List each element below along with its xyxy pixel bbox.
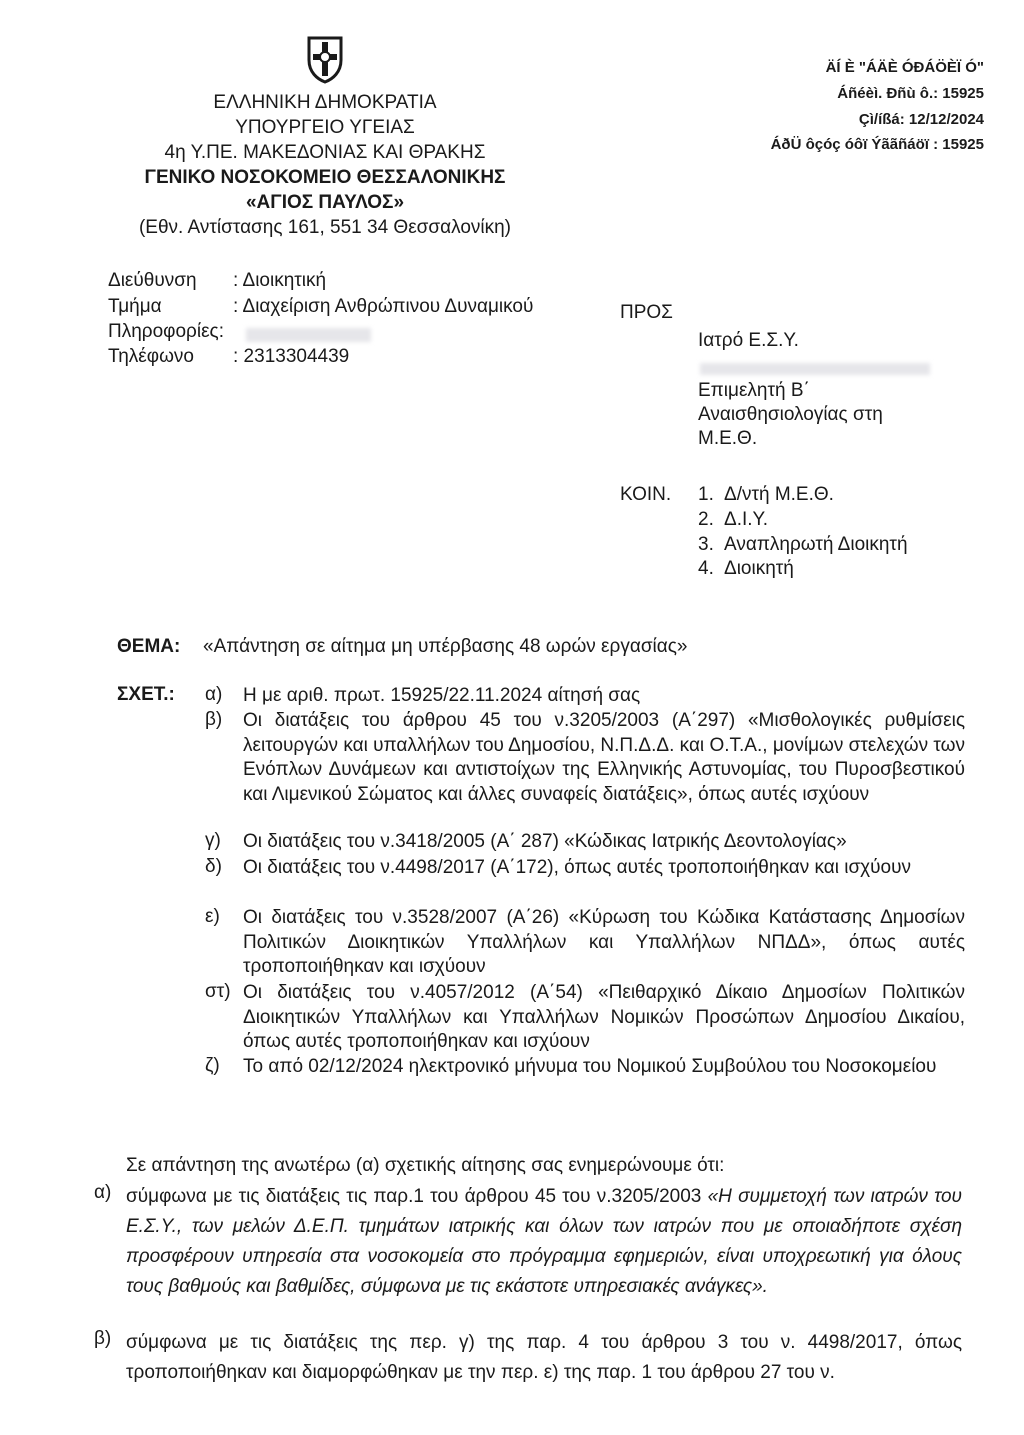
paragraph-quote: «Η συμμετοχή των ιατρών του Ε.Σ.Υ., των μελών Δ.Ε.Π. τμημάτων ιατρικής και όλων των ιατρών που με οποιαδήποτε σχέση προσφέρουν υπηρεσία στα νοσοκομεία στο πρόγραμμα εφημεριών, είναι υποχρεωτική για όλους τους βαθμούς και βαθμίδες, σύμφωνα με τις εκάστοτε υπηρεσιακές ανάγκες».	[126, 1186, 962, 1297]
info-value-department: : Διαχείριση Ανθρώπινου Δυναμικού	[233, 296, 534, 317]
reference-letter: γ)	[205, 830, 221, 851]
subject-label: ΘΕΜΑ:	[117, 636, 181, 657]
cc-item-number: 4.	[698, 558, 714, 579]
cc-item-number: 1.	[698, 484, 714, 505]
redacted-recipient-name	[700, 358, 930, 380]
header-ministry: ΥΠΟΥΡΓΕΙΟ ΥΓΕΙΑΣ	[235, 117, 415, 138]
paragraph-letter: α)	[94, 1182, 112, 1203]
paragraph-lead: σύμφωνα με τις διατάξεις τις παρ.1 του άρθρου 45 του ν.3205/2003	[126, 1186, 708, 1207]
reference-text: Οι διατάξεις του άρθρου 45 του ν.3205/2003 (Α΄297) «Μισθολογικές ρυθμίσεις λειτουργών και υπαλλήλων του Δημοσίου, Ν.Π.Δ.Δ. και Ο.Τ.Α., μονίμων στελεχών των Ενόπλων Δυνάμεων και αντιστοίχων της Ελληνικής Αστυνομίας, του Πυροσβεστικού και Λιμενικού Σώματος και άλλες συναφείς διατάξεις», όπως αυτές ισχύουν	[243, 710, 965, 805]
to-label: ΠΡΟΣ	[620, 302, 673, 323]
paragraph-text	[126, 1182, 962, 1302]
reference-text: Το από 02/12/2024 ηλεκτρονικό μήνυμα του Νομικού Συμβούλου του Νοσοκομείου	[243, 1056, 937, 1077]
info-label-department: Τμήμα	[108, 296, 162, 317]
reference-text: Η με αριθ. πρωτ. 15925/22.11.2024 αίτησή σας	[243, 685, 641, 706]
protocol-number: Áñéèì. Ðñù ô.: 15925	[837, 85, 984, 102]
reference-text: Οι διατάξεις του ν.3528/2007 (Α΄26) «Κύρωση του Κώδικα Κατάστασης Δημοσίων Πολιτικών Διοικητικών Υπαλλήλων και Υπαλλήλων ΝΠΔΔ», όπως αυτές τροποποιήθηκαν και ισχύουν	[243, 907, 965, 977]
redacted-contact	[246, 324, 371, 346]
reply-reference: ÁðÜ ôçóç óôï Ýããñáöï : 15925	[770, 136, 984, 153]
header-address: (Εθν. Αντίστασης 161, 551 34 Θεσσαλονίκη)	[138, 217, 512, 238]
info-value-phone: : 2313304439	[233, 346, 350, 367]
cc-label: ΚΟΙΝ.	[620, 484, 672, 505]
paragraph-text: σύμφωνα με τις διατάξεις της περ. γ) της παρ. 4 του άρθρου 3 του ν. 4498/2017, όπως τροποποιήθηκαν και διαμορφώθηκαν με την περ. ε) της παρ. 1 του άρθρου 27 του ν.	[126, 1332, 962, 1383]
header-hospital: ΓΕΝΙΚΟ ΝΟΣΟΚΟΜΕΙΟ ΘΕΣΣΑΛΟΝΙΚΗΣ	[144, 167, 506, 188]
cc-item-text: Αναπληρωτή Διοικητή	[724, 534, 908, 555]
recipient-rank: Επιμελητή Β΄	[698, 380, 810, 401]
cc-item	[698, 558, 794, 580]
info-value-directorate: : Διοικητική	[233, 270, 327, 291]
recipient-unit: Μ.Ε.Θ.	[698, 428, 758, 449]
recipient-title: Ιατρό Ε.Σ.Υ.	[698, 330, 799, 351]
info-label-phone: Τηλέφωνο	[108, 346, 194, 367]
reference-text: Οι διατάξεις του ν.3418/2005 (Α΄ 287) «Κώδικας Ιατρικής Δεοντολογίας»	[243, 831, 847, 852]
hellenic-emblem-icon	[305, 34, 345, 84]
cc-item-number: 2.	[698, 509, 714, 530]
cc-item-number: 3.	[698, 534, 714, 555]
info-label-directorate: Διεύθυνση	[108, 270, 197, 291]
paragraph-letter: β)	[94, 1328, 112, 1349]
reference-letter: β)	[205, 709, 223, 730]
reference-letter: α)	[205, 684, 223, 705]
header-region: 4η Υ.ΠΕ. ΜΑΚΕΔΟΝΙΑΣ ΚΑΙ ΘΡΑΚΗΣ	[164, 142, 486, 163]
references-label: ΣΧΕΤ.:	[117, 684, 175, 705]
cc-item	[698, 484, 834, 506]
reference-letter: στ)	[205, 981, 231, 1002]
reference-text: Οι διατάξεις του ν.4057/2012 (Α΄54) «Πειθαρχικό Δίκαιο Δημοσίων Πολιτικών Διοικητικών Υπαλλήλων και Υπαλλήλων Νομικών Προσώπων Δημοσίου Δικαίου, όπως αυτές τροποποιήθηκαν και ισχύουν	[243, 982, 965, 1052]
reference-letter: δ)	[205, 856, 222, 877]
body-intro: Σε απάντηση της ανωτέρω (α) σχετικής αίτησης σας ενημερώνουμε ότι:	[126, 1155, 725, 1176]
classification-line: ÄÍ È "ÁÄÈ ÓÐÁÖÈÏ Ó"	[825, 59, 984, 76]
cc-item	[698, 534, 908, 556]
protocol-date: Çì/íßá: 12/12/2024	[858, 111, 984, 128]
subject-text: «Απάντηση σε αίτημα μη υπέρβασης 48 ωρών εργασίας»	[203, 636, 688, 657]
cc-item-text: Δ.Ι.Υ.	[724, 509, 769, 530]
cc-item-text: Διοικητή	[724, 558, 794, 579]
cc-item-text: Δ/ντή Μ.Ε.Θ.	[724, 484, 834, 505]
reference-text: Οι διατάξεις του ν.4498/2017 (Α΄172), όπως αυτές τροποποιήθηκαν και ισχύουν	[243, 857, 911, 878]
header-hospital-name: «ΑΓΙΟΣ ΠΑΥΛΟΣ»	[245, 192, 405, 213]
info-label-contact: Πληροφορίες:	[108, 321, 224, 342]
cc-item	[698, 509, 768, 531]
reference-letter: ζ)	[205, 1055, 220, 1076]
recipient-specialty: Αναισθησιολογίας στη	[698, 404, 883, 425]
reference-letter: ε)	[205, 906, 220, 927]
header-country: ΕΛΛΗΝΙΚΗ ΔΗΜΟΚΡΑΤΙΑ	[213, 92, 437, 113]
